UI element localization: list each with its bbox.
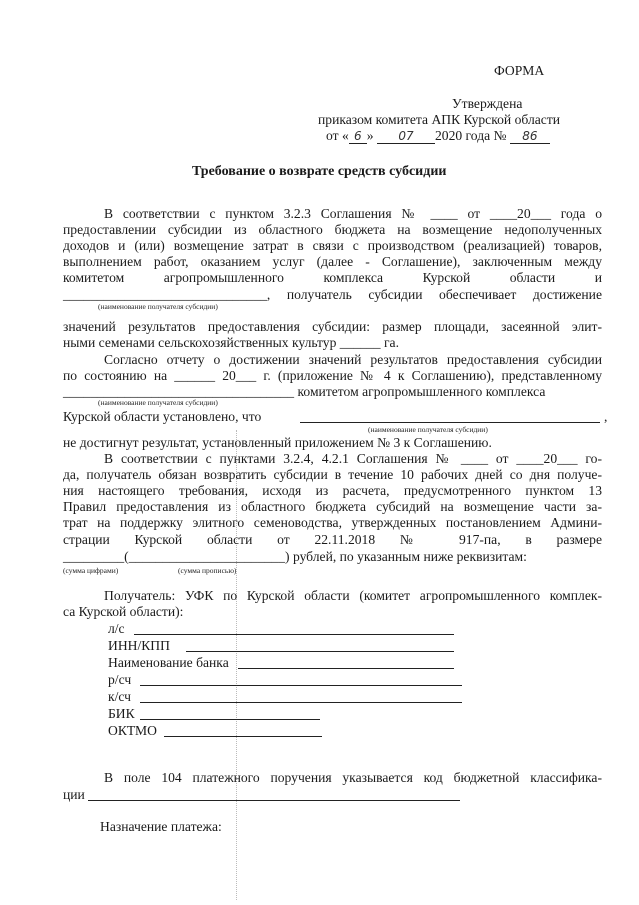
- para3-line4: Правил предоставления из областного бюджета субсидий на возмещение части за-: [63, 499, 602, 514]
- field-bank-name-label: Наименование банка: [108, 655, 229, 670]
- caption-recipient-1: (наименование получателя субсидии): [98, 302, 218, 311]
- para3-line1: В соответствии с пунктами 3.2.4, 4.2.1 Соглашения № ____ от ____20___ го-: [104, 451, 602, 466]
- payment-purpose-label: Назначение платежа:: [100, 819, 222, 834]
- field-rs-blank: [140, 685, 462, 686]
- form-label: ФОРМА: [494, 63, 545, 78]
- field-ks-blank: [140, 702, 462, 703]
- document-title: Требование о возврате средств субсидии: [192, 164, 447, 179]
- para2b-text: Курской области установлено, что: [63, 409, 262, 424]
- recipient-line1: Получатель: УФК по Курской области (комитет агропромышленного комплек-: [104, 588, 602, 603]
- order-line: приказом комитета АПК Курской области: [318, 112, 561, 127]
- date-mid: »: [366, 128, 374, 143]
- date-prefix: от «: [326, 128, 349, 143]
- para3-line5: трат на поддержку элитного семеноводства, утвержденных постановлением Админи-: [63, 515, 602, 530]
- field-rs-label: р/сч: [108, 672, 132, 687]
- caption-sum-words: (сумма прописью): [178, 566, 237, 575]
- field-bik-label: БИК: [108, 706, 135, 721]
- field-ls-blank: [134, 634, 454, 635]
- caption-sum-digits: (сумма цифрами): [63, 566, 119, 575]
- field-oktmo-label: ОКТМО: [108, 723, 157, 738]
- recipient-line2: са Курской области):: [63, 604, 184, 619]
- field-inn-kpp-blank: [186, 651, 454, 652]
- para1-line1: В соответствии с пунктом 3.2.3 Соглашения № ____ от ____20___ года о: [104, 206, 602, 221]
- handwritten-number: 86: [510, 129, 550, 144]
- caption-recipient-2: (наименование получателя субсидии): [98, 398, 218, 407]
- handwritten-month: 07: [377, 129, 435, 144]
- para3-line3: ния настоящего требования, исходя из расчета, предусмотренного пунктом 13: [63, 483, 602, 498]
- field-ks-label: к/сч: [108, 689, 131, 704]
- field-oktmo-blank: [164, 736, 322, 737]
- approved-label: Утверждена: [452, 96, 523, 111]
- field104-line2: ции: [63, 787, 85, 802]
- para3-line7: _________(_______________________) рублей, по указанным ниже реквизитам:: [63, 549, 527, 564]
- field104-line1: В поле 104 платежного поручения указывается код бюджетной классифика-: [104, 770, 602, 785]
- para2-line1: Согласно отчету о достижении значений результатов предоставления субсидии: [104, 352, 602, 367]
- order-date-line: [326, 127, 550, 144]
- para1-line5: комитетом агропромышленного комплекса Курской области и: [63, 270, 602, 285]
- para1-line6: ______________________________, получатель субсидии обеспечивает достижение: [63, 287, 602, 302]
- para1-line2: предоставлении субсидии из областного бюджета на возмещение недополученных: [63, 222, 602, 237]
- recipient-name-blank: [300, 422, 600, 423]
- field-ls-label: л/с: [108, 621, 125, 636]
- handwritten-day: 6: [349, 129, 367, 144]
- field-bank-name-blank: [238, 668, 454, 669]
- kbk-blank: [88, 800, 460, 801]
- para2c-text: не достигнут результат, установленный приложением № 3 к Соглашению.: [63, 435, 492, 450]
- caption-recipient-3: (наименование получателя субсидии): [368, 425, 488, 434]
- para1-line3: доходов и (или) возмещение затрат в связи с производством (реализацией) товаров,: [63, 238, 602, 253]
- para2-line3: __________________________________ комитетом агропромышленного комплекса: [63, 384, 546, 399]
- para1b-line2: ными семенами сельскохозяйственных культур ______ га.: [63, 335, 399, 350]
- para2b-comma: ,: [604, 409, 608, 424]
- year-text: 2020 года №: [434, 128, 507, 143]
- para1-line4: выполнением работ, оказанием услуг (далее - Соглашение), заключенным между: [63, 254, 602, 269]
- para2-line2: по состоянию на ______ 20___ г. (приложение № 4 к Соглашению), представленному: [63, 368, 602, 383]
- field-inn-kpp-label: ИНН/КПП: [108, 638, 170, 653]
- para3-line6: страции Курской области от 22.11.2018 № 917-па, в размере: [63, 532, 602, 547]
- field-bik-blank: [140, 719, 320, 720]
- para1b-line1: значений результатов предоставления субсидии: размер площади, засеянной элит-: [63, 319, 602, 334]
- para3-line2: да, получатель обязан возвратить субсидии в течение 10 рабочих дней со дня получе-: [63, 467, 602, 482]
